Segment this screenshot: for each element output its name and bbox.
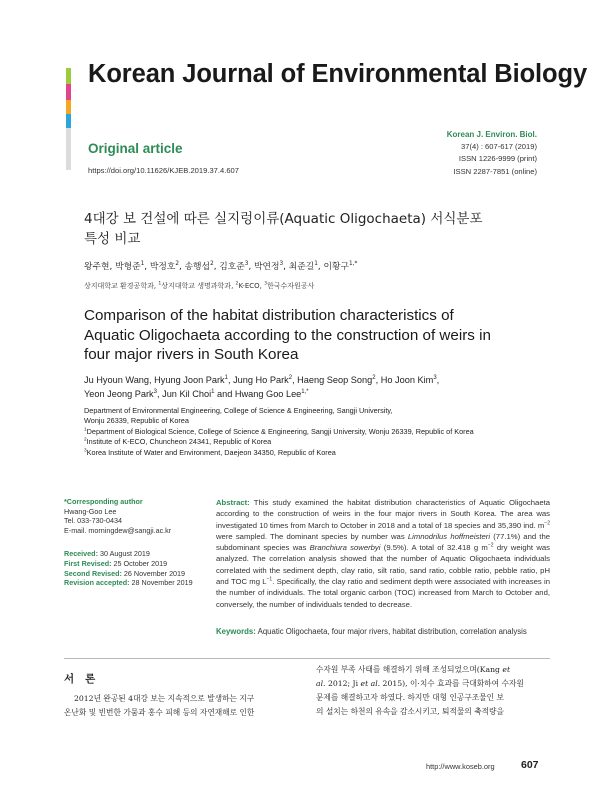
affiliation: Department of Environmental Engineering, College of Science & Engineering, Sangji University,: [84, 406, 393, 415]
article-type: Original article: [88, 141, 183, 156]
affiliation-mark: 2: [210, 261, 214, 268]
journal-title: Korean Journal of Environmental Biology: [88, 60, 588, 88]
english-title-line: Aquatic Oligochaeta according to the construction of weirs in: [84, 326, 491, 344]
affiliation: 한국수자원공사: [267, 282, 315, 290]
species-name: Branchiura sowerbyi: [309, 543, 381, 553]
body-line: al. 2012; Ji et al. 2015), 이·치수 효과를 극대화하여 수자원: [316, 679, 524, 688]
journal-abbreviation: Korean J. Environ. Biol.: [446, 130, 537, 139]
affiliation-mark: 2: [175, 261, 179, 268]
date-accepted: Revision accepted: 28 November 2019: [64, 578, 193, 588]
body-column-left: [64, 692, 298, 720]
date-first-revised: First Revised: 25 October 2019: [64, 558, 168, 568]
author: Hwang Goo Lee: [234, 389, 302, 399]
body-line: 의 설치는 하천의 유속을 감소시키고, 퇴적물의 축적량을: [316, 707, 504, 716]
korean-title-line: 4대강 보 건설에 따른 실지렁이류(Aquatic Oligochaeta) 서식분포: [84, 211, 483, 227]
affiliation-mark: 1,*: [349, 261, 358, 268]
affiliation-mark: 3: [264, 281, 267, 287]
affiliation-mark: 1: [224, 374, 228, 381]
author: 김호준: [219, 262, 245, 272]
english-title-line: four major rivers in South Korea: [84, 346, 299, 363]
author: 최준길: [288, 262, 315, 272]
author: Yeon Jeong Park: [84, 389, 154, 399]
affiliation-mark: 2: [288, 374, 293, 381]
author-line: Ju Hyoun Wang, Hyung Joon Park$^1$, Jung Ho Park$^2$, Haeng Seop Song$^2$, Ho Joon Kim$^3$,: [84, 374, 440, 385]
author-line: Yeon Jeong Park$^3$, Jun Kil Choi$^1$ and Hwang Goo Lee$^{1,*}$: [84, 388, 309, 399]
section-divider: [64, 658, 550, 659]
affiliation: Wonju 26339, Republic of Korea: [84, 416, 189, 426]
sidebar-info: [64, 497, 212, 588]
keywords: [216, 626, 550, 638]
author: 왕주현: [84, 262, 110, 272]
english-authors: [84, 373, 534, 401]
page-number: 607: [521, 759, 539, 771]
issn-print: ISSN 1226-9999 (print): [458, 154, 537, 164]
volume-pages: 37(4) : 607-617 (2019): [461, 142, 537, 152]
affiliation-mark: 1: [211, 388, 215, 395]
color-bar-segment-green: [66, 68, 71, 84]
author: Haeng Seop Song: [297, 375, 373, 385]
color-bar-segment-blue: [66, 114, 71, 128]
corresponding-author-name: Hwang-Goo Lee: [64, 506, 117, 516]
english-affiliations: [84, 406, 544, 458]
corresponding-author-email[interactable]: E-mail. morningdew@sangji.ac.kr: [64, 525, 172, 535]
affiliation-mark: 1: [140, 261, 145, 268]
affiliation-mark: 3: [433, 374, 437, 381]
affiliation-mark: 1: [314, 261, 318, 268]
affiliation: $^1$Department of Biological Science, College of Science & Engineering, Sangji University, Wonju 26339, Republic of Korea: [84, 426, 474, 436]
body-column-right: [316, 663, 550, 719]
affiliation: $^2$Institute of K-ECO, Chuncheon 24341, Republic of Korea: [84, 437, 272, 447]
english-title: [84, 306, 534, 365]
affiliation-mark: 3: [84, 448, 87, 454]
author: Hyung Joon Park: [154, 375, 225, 385]
body-line: 수자원 부족 사태를 해결하기 위해 조성되었으며(Kang et: [316, 665, 511, 674]
author: Jung Ho Park: [233, 375, 289, 385]
korean-title: [84, 209, 524, 249]
date-received: Received: 30 August 2019: [64, 549, 150, 559]
abstract: Abstract: This study examined the habitat distribution characteristics of Aquatic Oligochaeta according to the construction of weirs in the four major rivers in South Korea. The area was investigated 10 times from March to October in 2018 and a total of 18 species and 35,390 ind. $m^{-2}$ were sampled. The dominant species by number was Limnodrilus hoffmeisteri (77.1%) and the subdominant species was Branchiura sowerbyi (9.5%). A total of 32.418 g $m^{-2}$ dry weight was analyzed. The correlation analysis showed that the number of Aquatic Oligochaeta individuals correlated with the sediment depth, clay ratio, silt ratio, sand ratio, cobble ratio, pebble ratio, pH and TOC mg $L^{-1}$. Specifically, the clay ratio and sediment depth were associated with increases in the number of individuals. The total organic carbon (TOC) increased from March to October and, conversely, the number of individuals tended to decrease.: [216, 498, 551, 609]
body-line: 2012년 완공된 4대강 보는 지속적으로 발생하는 지구: [74, 694, 255, 703]
species-name: Limnodrilus hoffmeisteri: [407, 531, 491, 541]
body-line: 온난화 및 빈번한 가뭄과 홍수 피해 등의 자연재해로 인한: [64, 708, 255, 717]
author: 박정호: [149, 262, 176, 272]
color-bar-segment-gray: [66, 128, 71, 170]
journal-color-bar: [66, 68, 71, 170]
journal-url[interactable]: http://www.koseb.org: [426, 762, 495, 771]
color-bar-segment-pink: [66, 84, 71, 100]
affiliation: 상지대학교 환경공학과: [84, 282, 154, 290]
author: Ju Hyoun Wang: [84, 375, 150, 385]
affiliation-mark: 3: [244, 261, 249, 268]
affiliation-mark: 1,*: [301, 388, 309, 395]
korean-title-line: 특성 비교: [84, 231, 141, 247]
corresponding-author-tel: Tel. 033-730-0434: [64, 516, 122, 526]
affiliation-mark: 3: [279, 261, 284, 268]
author: 송행섭: [184, 262, 211, 272]
english-title-line: Comparison of the habitat distribution characteristics of: [84, 307, 454, 324]
author: 이황구: [323, 262, 349, 272]
affiliation-mark: 2: [372, 374, 376, 381]
section-heading: 서론: [64, 673, 107, 685]
history-dates: [64, 549, 212, 587]
date-second-revised: Second Revised: 26 November 2019: [64, 568, 186, 578]
author: Jun Kil Choi: [162, 389, 212, 399]
keywords-text: Aquatic Oligochaeta, four major rivers, habitat distribution, correlation analysis: [257, 627, 527, 636]
affiliation-mark: 2: [235, 281, 239, 287]
affiliation-mark: 2: [84, 437, 87, 443]
author: 박형준: [115, 262, 141, 272]
doi-link[interactable]: https://doi.org/10.11626/KJEB.2019.37.4.607: [88, 166, 240, 175]
color-bar-segment-orange: [66, 100, 71, 114]
affiliation-mark: 3: [153, 388, 157, 395]
abstract-heading: Abstract:: [216, 498, 250, 507]
korean-affiliations: 상지대학교 환경공학과, $^1$상지대학교 생명과학과, $^2$K-ECO, $^3$한국수자원공사: [84, 281, 315, 290]
author: 박연정: [254, 262, 280, 272]
affiliation-mark: 1: [84, 427, 87, 433]
affiliation: K-ECO: [238, 282, 260, 290]
issn-online: ISSN 2287-7851 (online): [453, 166, 537, 176]
citation-meta: [447, 129, 537, 178]
body-line: 문제를 해결하고자 하였다. 하지만 대형 인공구조물인 보: [316, 693, 504, 702]
affiliation: $^3$Korea Institute of Water and Environment, Daejeon 34350, Republic of Korea: [84, 447, 336, 457]
author: Ho Joon Kim: [380, 375, 434, 385]
affiliation-mark: 1: [158, 281, 162, 287]
keywords-heading: Keywords:: [216, 627, 256, 636]
affiliation: 상지대학교 생명과학과: [161, 282, 232, 290]
corresponding-author-heading: *Corresponding author: [64, 497, 143, 506]
korean-authors: 왕주현, 박형준$^1$, 박정호$^2$, 송행섭$^2$, 김호준$^3$, 박연정$^3$, 최준길$^1$, 이황구$^{1,*}$: [84, 261, 358, 272]
